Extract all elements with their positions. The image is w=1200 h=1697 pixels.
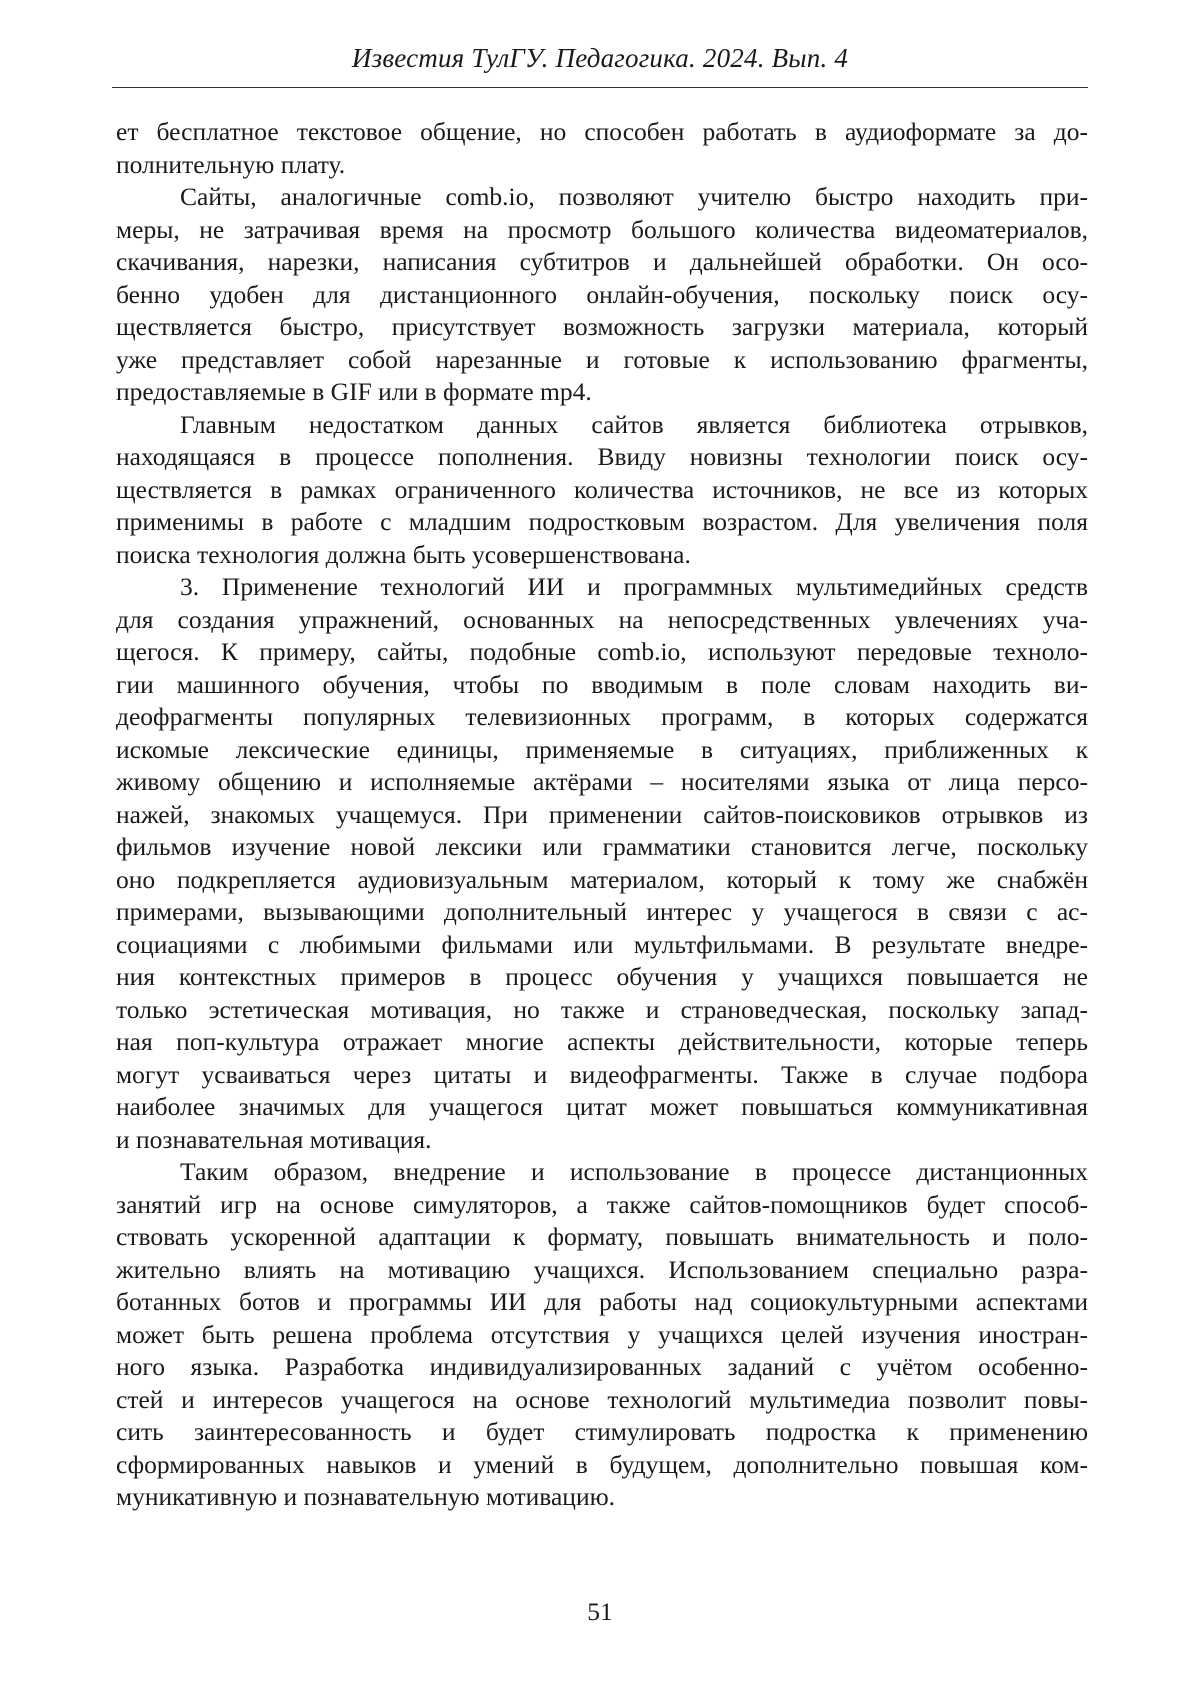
text-line: только эстетическая мотивация, но также и страноведческая, поскольку запад- [116,994,1088,1024]
text-line: Главным недостатком данных сайтов является библиотека отрывков, [180,409,1088,439]
text-line: стей и интересов учащегося на основе технологий мультимедиа позволит повы- [116,1384,1088,1414]
text-line: примерами, вызывающими дополнительный интерес у учащегося в связи с ас- [116,897,1088,926]
page-number: 51 [587,1597,613,1626]
text-line: муникативную и познавательную мотивацию. [116,1482,616,1511]
text-line: социациями с любимыми фильмами или мультфильмами. В результате внедре- [116,929,1088,959]
text-line: занятий игр на основе симуляторов, а также сайтов-помощников будет способ- [116,1189,1088,1219]
text-line: искомые лексические единицы, применяемые в ситуациях, приближенных к [116,734,1088,764]
running-header: Известия ТулГУ. Педагогика. 2024. Вып. 4 [351,43,849,73]
text-line: живому общению и исполняемые актёрами – носителями языка от лица персо- [116,767,1088,796]
text-line: для создания упражнений, основанных на непосредственных увлечениях уча- [116,604,1088,634]
text-line: жительно влиять на мотивацию учащихся. Использованием специально разра- [116,1254,1088,1284]
text-line: фильмов изучение новой лексики или грамматики становится легче, поскольку [116,832,1088,861]
text-line: гии машинного обучения, чтобы по вводимым в поле словам находить ви- [116,669,1088,699]
text-line: поиска технология должна быть усовершенствована. [116,539,691,569]
text-line: находящаяся в процессе пополнения. Ввиду новизны технологии поиск осу- [116,442,1088,471]
text-line: нажей, знакомых учащемуся. При применении сайтов-поисковиков отрывков из [116,799,1088,829]
text-line: бенно удобен для дистанционного онлайн-обучения, поскольку поиск осу- [116,279,1088,309]
text-line: 3. Применение технологий ИИ и программных мультимедийных средств [180,572,1088,601]
text-line: применимы в работе с младшим подростковым возрастом. Для увеличения поля [116,507,1088,536]
text-line: сить заинтересованность и будет стимулировать подростка к применению [116,1417,1088,1446]
text-line: уже представляет собой нарезанные и готовые к использованию фрагменты, [116,344,1088,374]
text-line: ществляется быстро, присутствует возможность загрузки материала, который [116,312,1088,341]
paragraph-conclusion [116,1156,1088,1514]
paragraph-item-3 [116,571,1088,1156]
text-line: скачивания, нарезки, написания субтитров и дальнейшей обработки. Он осо- [116,247,1088,276]
text-line: оно подкрепляется аудиовизуальным материалом, который к тому же снабжён [116,864,1088,894]
text-line: Сайты, аналогичные comb.io, позволяют учителю быстро находить при- [180,182,1088,211]
header-divider [112,87,1088,88]
paragraph-continuation [116,116,1088,181]
text-line: наиболее значимых для учащегося цитат может повышаться коммуникативная [116,1092,1088,1121]
text-line: щегося. К примеру, сайты, подобные comb.io, используют передовые техноло- [116,637,1088,666]
text-line: и познавательная мотивация. [116,1124,432,1154]
text-line: ет бесплатное текстовое общение, но способен работать в аудиоформате за до- [116,117,1088,146]
text-line: ботанных ботов и программы ИИ для работы над социокультурными аспектами [116,1287,1088,1316]
text-line: полнительную плату. [116,149,346,179]
text-line: ствовать ускоренной адаптации к формату, повышать внимательность и поло- [116,1222,1088,1251]
paragraph-main-drawback [116,409,1088,572]
text-line: ного языка. Разработка индивидуализированных заданий с учётом особенно- [116,1352,1088,1381]
text-line: ная поп-культура отражает многие аспекты действительности, которые теперь [116,1027,1088,1056]
text-line: могут усваиваться через цитаты и видеофрагменты. Также в случае подбора [116,1059,1088,1089]
text-line: сформированных навыков и умений в будущем, дополнительно повышая ком- [116,1449,1088,1479]
text-line: меры, не затрачивая время на просмотр большого количества видеоматериалов, [116,214,1088,244]
article-body [116,116,1088,1514]
text-line: ществляется в рамках ограниченного количества источников, не все из которых [116,474,1088,504]
text-line: может быть решена проблема отсутствия у учащихся целей изучения иностран- [116,1319,1088,1349]
text-line: Таким образом, внедрение и использование в процессе дистанционных [180,1157,1088,1186]
paragraph-comb-io-sites [116,181,1088,409]
text-line: ния контекстных примеров в процесс обучения у учащихся повышается не [116,962,1088,991]
text-line: деофрагменты популярных телевизионных программ, в которых содержатся [116,702,1088,731]
text-line: предоставляемые в GIF или в формате mp4. [116,377,592,406]
